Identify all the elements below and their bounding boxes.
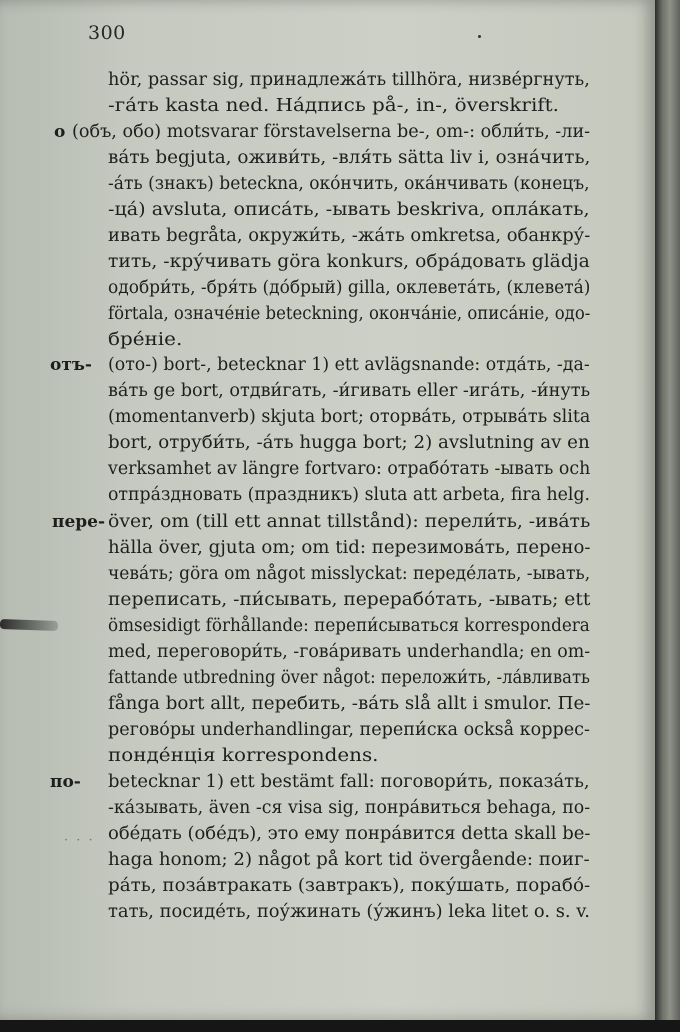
text-line: med, переговори́ть, -гова́ривать underhandla; en om-: [108, 641, 591, 662]
text-line: fattande utbredning över något: переложи́ть, -ла́вливать: [108, 667, 590, 688]
headword-po: по-: [50, 772, 81, 792]
text-line: -а́ть (знакъ) beteckna, око́нчить, ока́нчивать (конецъ,: [108, 173, 590, 194]
margin-mark: · · ·: [64, 833, 95, 848]
text-line: регово́ры underhandlingar, перепи́ска också коррес-: [108, 719, 590, 740]
headword-o: o: [54, 122, 66, 142]
headword-ot: отъ-: [50, 355, 92, 375]
margin-smudge: [0, 619, 58, 631]
next-page-edge: [655, 0, 680, 1032]
text-line: ömsesidigt förhållande: перепи́сываться korrespondera: [108, 615, 590, 636]
text-line: отпра́здновать (праздникъ) sluta att arbeta, fira helg.: [108, 484, 591, 505]
headword-pere: пере-: [52, 512, 106, 532]
print-speck: [478, 35, 481, 38]
page-number: 300: [88, 22, 126, 44]
text-line: bort, отруби́ть, -а́ть hugga bort; 2) avslutning av en: [108, 432, 590, 453]
text-line: (momentanverb) skjuta bort; оторва́ть, отрыва́ть slita: [108, 406, 591, 427]
text-line: haga honom; 2) något på kort tid övergående: поиг-: [108, 849, 590, 870]
text-line: fånga bort allt, перебить, -ва́ть slå allt i smulor. Пе-: [108, 693, 591, 714]
text-line: förtala, означе́ніе beteckning, оконча́ніе, описа́ніе, одо-: [108, 303, 591, 324]
bottom-shadow: [0, 1020, 680, 1032]
text-line: -ка́зывать, även -ся visa sig, понра́виться behaga, по-: [108, 797, 591, 818]
text-line: ва́ть ge bort, отдви́гать, -и́гивать eller -ига́ть, -и́нуть: [108, 380, 591, 401]
text-line: чева́ть; göra om något misslyckat: переде́лать, -ывать,: [108, 563, 591, 584]
text-line: verksamhet av längre fortvaro: отрабо́тать -ывать och: [108, 458, 591, 479]
text-line: обе́дать (обе́дъ), это ему понра́вится detta skall be-: [108, 823, 591, 844]
text-line: одобри́ть, -бря́ть (до́брый) gilla, оклевета́ть, (клевета́): [108, 277, 591, 298]
text-line: betecknar 1) ett bestämt fall: поговори́ть, показа́ть,: [108, 771, 590, 792]
text-line: тать, посиде́ть, поу́жинать (у́жинъ) leka litet o. s. v.: [108, 901, 590, 922]
text-line: ивать begråta, окружи́ть, -жа́ть omkretsa, обанкру́-: [108, 225, 591, 246]
text-line: hör, passar sig, принадлежа́ть tillhöra, низве́ргнуть,: [108, 69, 590, 90]
text-line: ва́ть begjuta, оживи́ть, -вля́ть sätta liv i, озна́чить,: [108, 147, 591, 168]
text-line: тить, -кру́чивать göra konkurs, обра́довать glädja: [108, 251, 590, 272]
text-line: hälla över, gjuta om; om tid: перезимова́ть, перено-: [108, 537, 591, 558]
text-line: переписать, -пи́сывать, перерабо́тать, -ывать; ett: [108, 589, 591, 610]
text-line: -га́ть kasta ned. На́дпись på-, in-, överskrift.: [108, 95, 560, 116]
text-line: (ото-) bort-, betecknar 1) ett avlägsnande: отда́ть, -да-: [108, 354, 590, 375]
text-line: бре́ніе.: [108, 329, 183, 350]
text-line: (объ, обо) motsvarar förstavelserna be-, om-: обли́ть, -ли-: [72, 121, 591, 142]
text-line: ра́ть, поза́втракать (завтракъ), поку́шать, порабо́-: [108, 875, 591, 896]
text-line: över, om (till ett annat tillstånd): перели́ть, -ива́ть: [108, 511, 591, 532]
text-line: понде́нція korrespondens.: [108, 745, 379, 766]
text-line: -ца́) avsluta, описа́ть, -ывать beskriva, опла́кать,: [108, 199, 590, 220]
